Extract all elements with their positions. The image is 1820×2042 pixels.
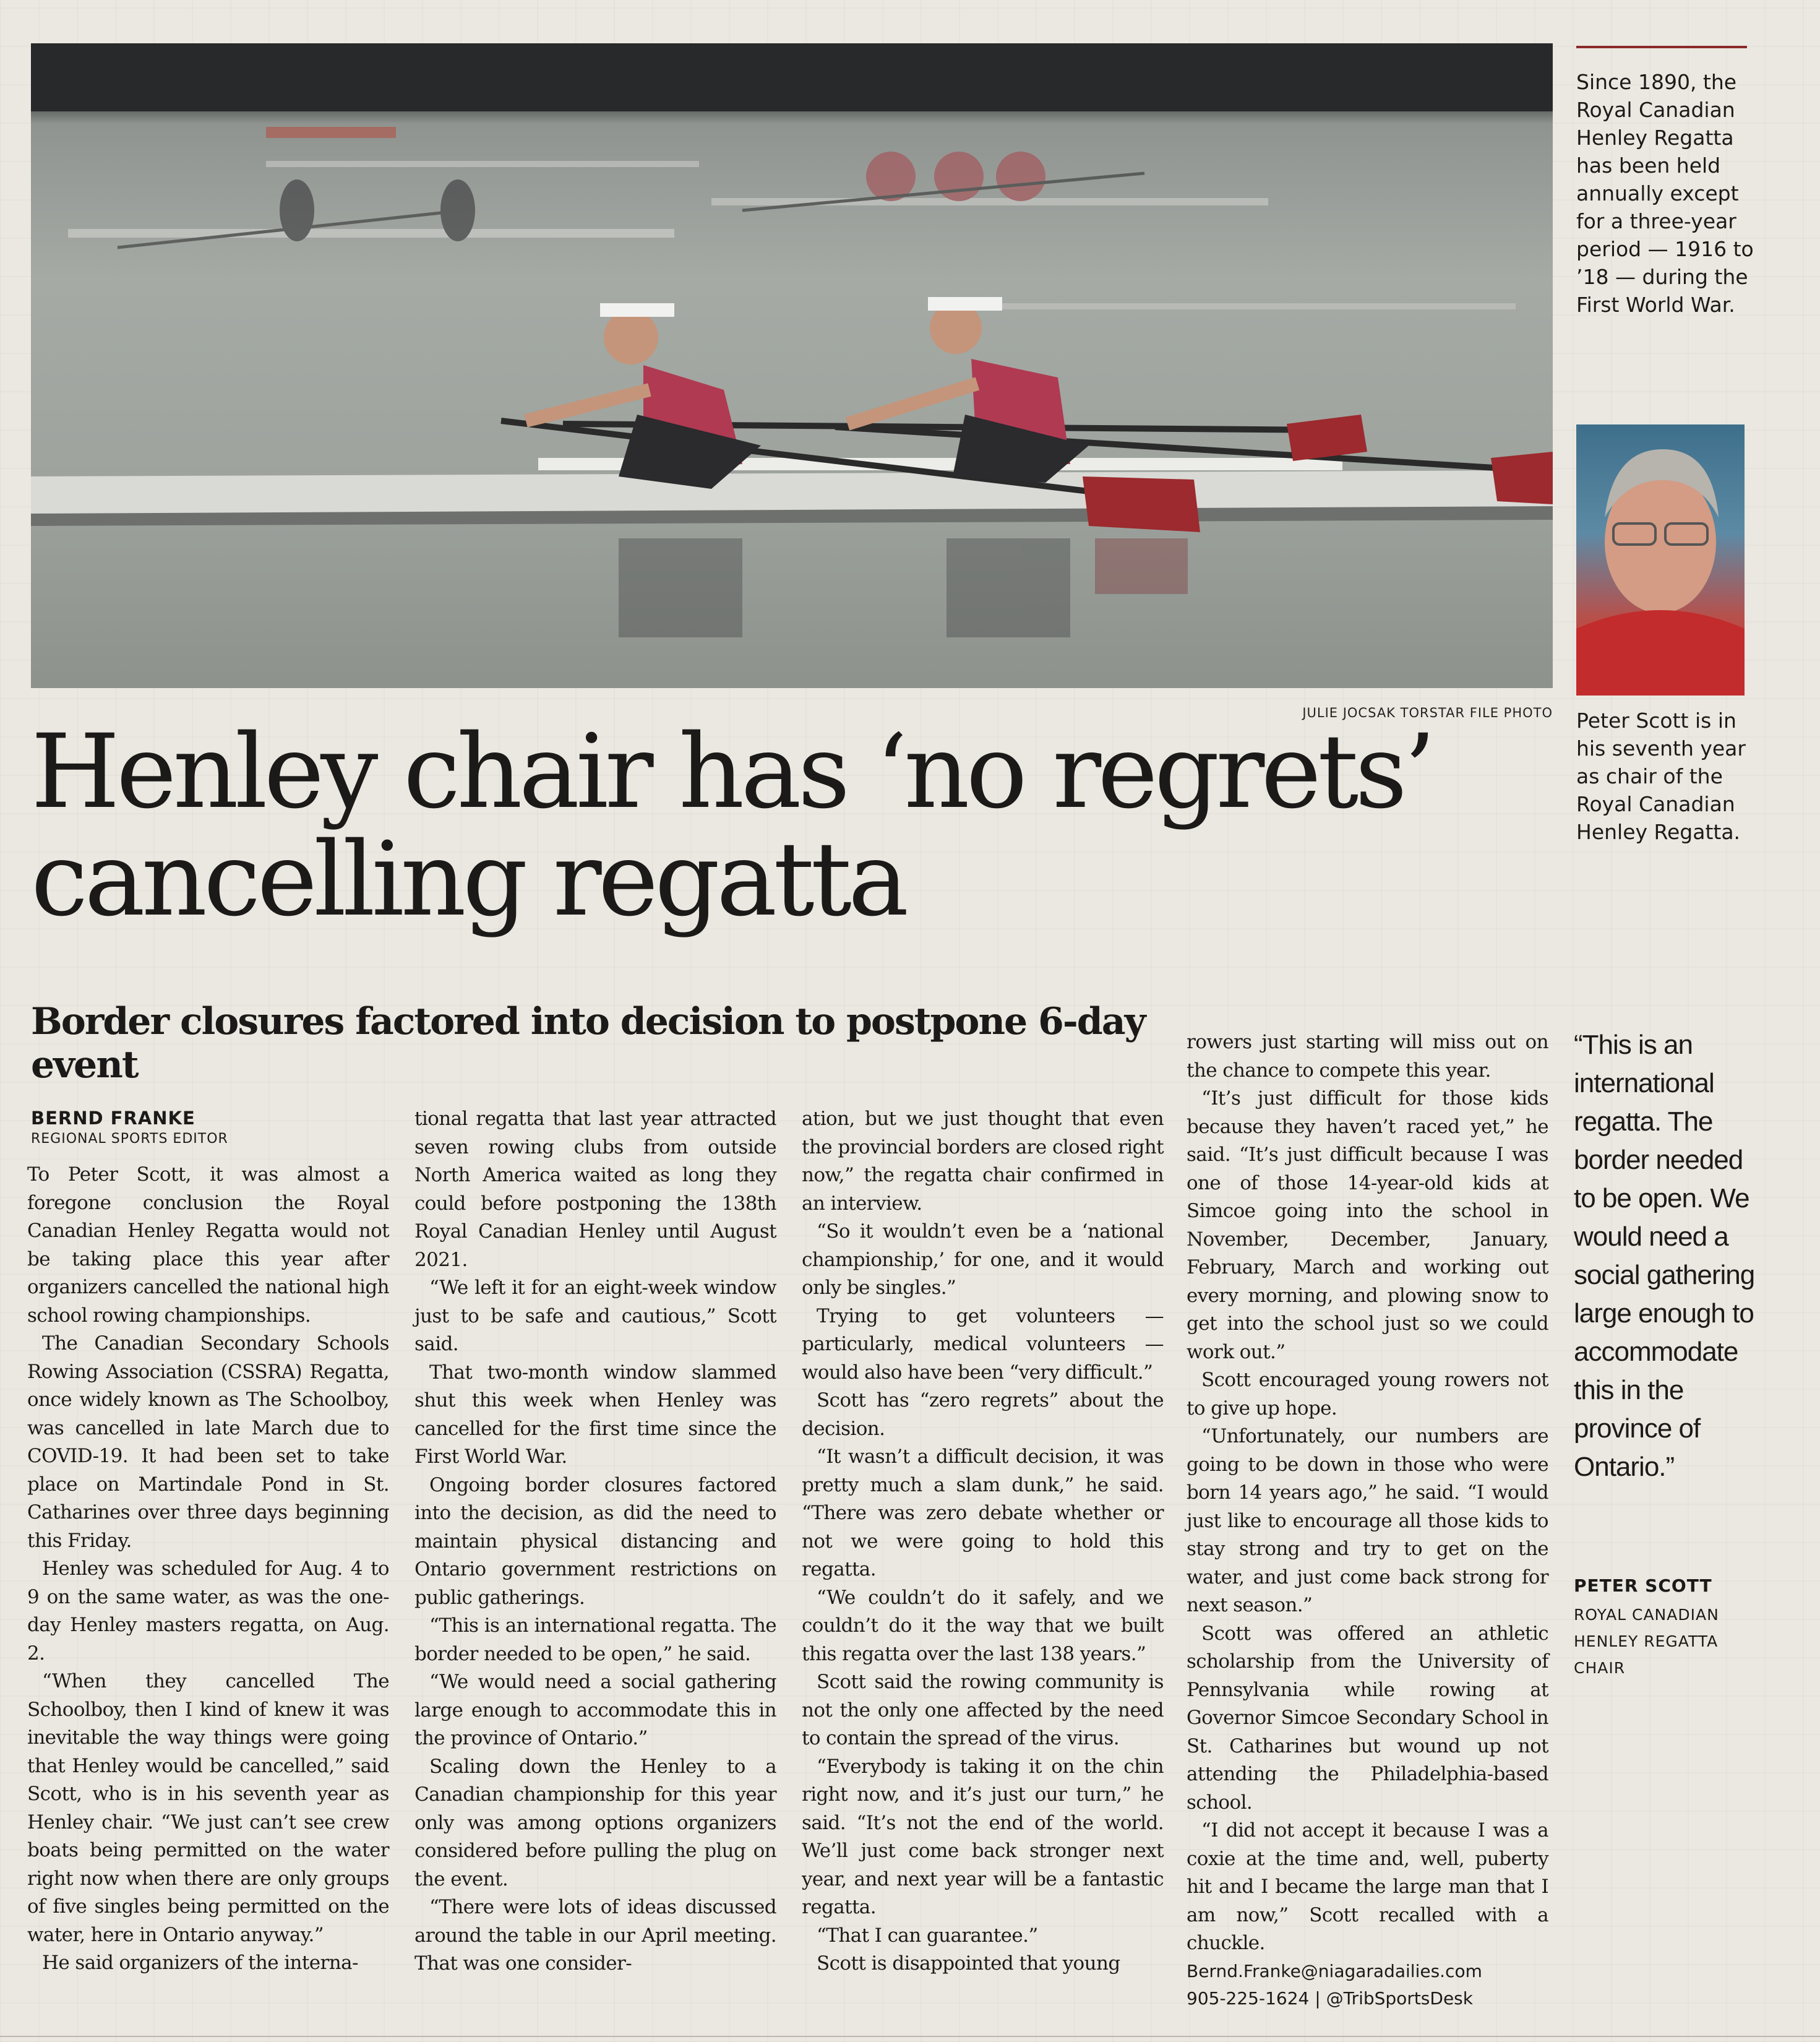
- headline: [31, 712, 1466, 939]
- paragraph: tional regatta that last year attracted seven rowing clubs from outside North America waited as long they could before postponing the 138th Royal Canadian Henley until August 2021.: [414, 1108, 776, 1271]
- paragraph: Scott encouraged young rowers not to give up hope.: [1187, 1369, 1548, 1419]
- paragraph: Henley was scheduled for Aug. 4 to 9 on the same water, as was the one-day Henley masters regatta, on Aug. 2.: [27, 1557, 389, 1665]
- portrait-caption: Peter Scott is in his seventh year as chair of the Royal Canadian Henley Regatta.: [1576, 709, 1746, 844]
- rowing-scene: [31, 43, 1553, 688]
- paragraph: “We left it for an eight-week window just to be safe and cautious,” Scott said.: [414, 1277, 776, 1355]
- pull-quote-name: PETER SCOTT: [1574, 1575, 1712, 1596]
- paragraph: Scott was offered an athletic scholarship from the University of Pennsylvania while rowing at Governor Simcoe Secondary School in St. Catharines but wound up not attending the Philadelphia-based school.: [1187, 1622, 1548, 1814]
- paragraph: Scaling down the Henley to a Canadian championship for this year only was among options organizers considered before pulling the plug on the event.: [414, 1755, 776, 1890]
- paragraph: “I did not accept it because I was a coxie at the time and, well, puberty hit and I became the large man that I am now,” Scott recalled with a chuckle.: [1187, 1819, 1548, 1954]
- paragraph: “This is an international regatta. The border needed to be open,” he said.: [414, 1614, 776, 1665]
- peter-scott-portrait: [1576, 424, 1745, 696]
- contact-phone: 905-225-1624 | @TribSportsDesk: [1187, 1988, 1473, 2009]
- headline-line-2: cancelling regatta: [31, 820, 906, 939]
- byline: [31, 1108, 396, 1147]
- photo-credit: JULIE JOCSAK TORSTAR FILE PHOTO: [1302, 705, 1553, 720]
- paragraph: “When they cancelled The Schoolboy, then I kind of knew it was inevitable the way things were going that Henley would be cancelled,” said Scott, who is in his seventh year as Henley chair. “We just can’t see crew boats being permitted on the water right now when there are only groups of five singles being permitted on the water, here in Ontario anyway.”: [27, 1670, 389, 1946]
- oar-blade-1: [1083, 476, 1200, 532]
- paragraph: The Canadian Secondary Schools Rowing Association (CSSRA) Regatta, once widely known as The Schoolboy, was cancelled in late March due to COVID-19. It had been set to take place on Martindale Pond in St. Catharines over three days beginning this Friday.: [27, 1332, 389, 1552]
- paragraph: ation, but we just thought that even the provincial borders are closed right now,” the regatta chair confirmed in an interview.: [802, 1108, 1164, 1215]
- background-boats: [68, 127, 1516, 309]
- paragraph: He said organizers of the interna-: [42, 1952, 358, 1974]
- article-column-4: [1187, 1028, 1548, 2012]
- paragraph: Trying to get volunteers — particularly, medical volunteers — would also have been “very difficult.”: [802, 1304, 1164, 1384]
- pull-quote: “This is an international regatta. The border needed to be open. We would need a social gathering large enough to accommodate this in the province of Ontario.”: [1574, 1030, 1755, 1482]
- page-bottom-rule: [0, 2036, 1820, 2037]
- paragraph: “So it wouldn’t even be a ‘national championship,’ for one, and it would only be singles.”: [802, 1220, 1164, 1299]
- paragraph: “There were lots of ideas discussed around the table in our April meeting. That was one consider-: [414, 1896, 776, 1975]
- water-reflection: [619, 538, 1188, 637]
- oar-blade-2: [1287, 415, 1367, 461]
- article-column-1: [27, 1161, 389, 1978]
- paragraph: “It wasn’t a difficult decision, it was pretty much a slam dunk,” he said. “There was zero debate whether or not we were going to hold this regatta.: [802, 1445, 1164, 1580]
- byline-role: REGIONAL SPORTS EDITOR: [31, 1131, 228, 1147]
- headline-line-1: Henley chair has ‘no regrets’: [31, 712, 1433, 831]
- accent-rule: [1576, 46, 1747, 48]
- rower-stroke: [848, 297, 1089, 483]
- article-column-2: [414, 1105, 776, 1978]
- paragraph: rowers just starting will miss out on the chance to compete this year.: [1187, 1031, 1548, 1082]
- contact-email[interactable]: Bernd.Franke@niagaradailies.com: [1187, 1960, 1482, 1981]
- treeline: [31, 43, 1553, 111]
- deck: Border closures factored into decision to postpone 6-day event: [31, 1000, 1145, 1087]
- byline-name: BERND FRANKE: [31, 1108, 195, 1129]
- article-column-3: [802, 1105, 1164, 1978]
- paragraph: “We couldn’t do it safely, and we couldn’t do it the way that we built this regatta over the last 138 years.”: [802, 1586, 1164, 1665]
- rowers-photo: [31, 43, 1553, 688]
- paragraph: To Peter Scott, it was almost a foregone conclusion the Royal Canadian Henley Regatta would not be taking place this year after organizers cancelled the national high school rowing championships.: [27, 1163, 389, 1327]
- paragraph: Scott said the rowing community is not the only one affected by the need to contain the spread of the virus.: [802, 1671, 1164, 1749]
- paragraph: “That I can guarantee.”: [817, 1924, 1038, 1947]
- oar-blade-3: [1491, 452, 1553, 504]
- paragraph: Scott is disappointed that young: [817, 1952, 1120, 1975]
- paragraph: Scott has “zero regrets” about the decision.: [802, 1389, 1164, 1440]
- pull-quote-role: ROYAL CANADIAN HENLEY REGATTA CHAIR: [1574, 1606, 1719, 1677]
- paragraph: “Unfortunately, our numbers are going to be down in those who were born 14 years ago,” he said. “I would just like to encourage all those kids to stay strong and try to get on the water, and just come back strong for next season.”: [1187, 1425, 1548, 1616]
- paragraph: “It’s just difficult for those kids because they haven’t raced yet,” he said. “It’s just difficult because I was one of those 14-year-old kids at Simcoe going into the school in November, December, January, February, March and working out every morning, and plowing snow to get into the school just so we could work out.”: [1187, 1087, 1548, 1363]
- paragraph: “Everybody is taking it on the chin right now, and it’s just our turn,” he said. “It’s not the end of the world. We’ll just come back stronger next year, and next year will be a fantastic regatta.: [802, 1755, 1164, 1918]
- paragraph: “We would need a social gathering large enough to accommodate this in the province of Ontario.”: [414, 1671, 776, 1749]
- red-shirt: [1576, 610, 1745, 696]
- history-caption: Since 1890, the Royal Canadian Henley Regatta has been held annually except for a three-year period — 1916 to ’18 — during the First World War.: [1576, 70, 1754, 317]
- paragraph: That two-month window slammed shut this week when Henley was cancelled for the first time since the First World War.: [414, 1361, 776, 1468]
- paragraph: Ongoing border closures factored into the decision, as did the need to maintain physical distancing and Ontario government restrictions on public gatherings.: [414, 1473, 776, 1609]
